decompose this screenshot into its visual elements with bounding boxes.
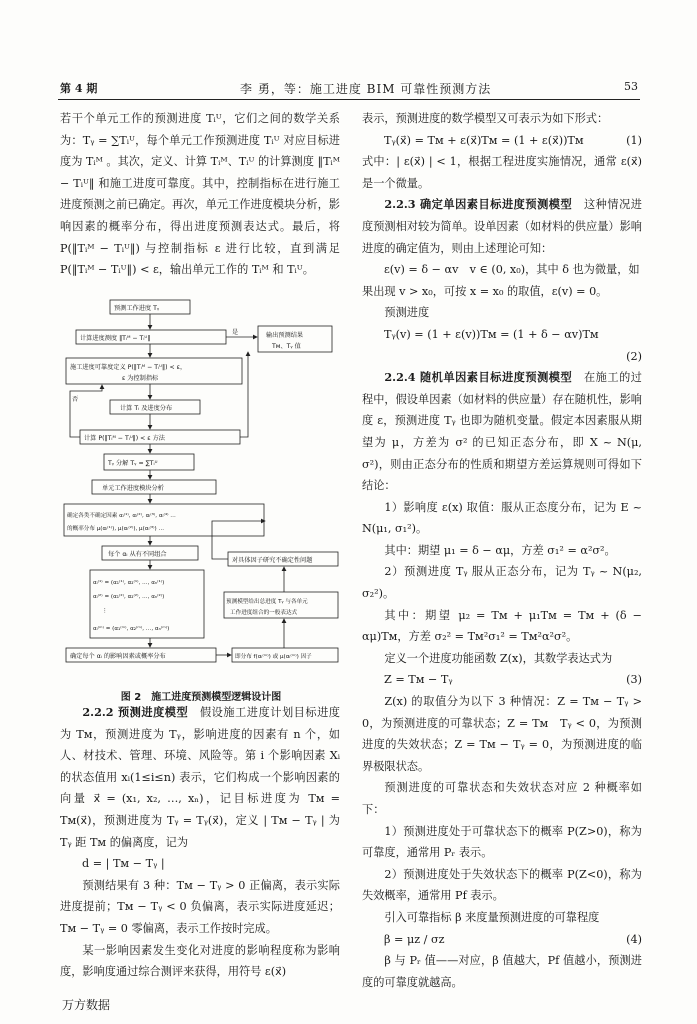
- equation-4-number: (4): [626, 932, 642, 946]
- running-title: 李 勇，等：施工进度 BIM 可靠性预测方法: [240, 82, 492, 96]
- source-watermark: 万方数据: [62, 998, 111, 1012]
- equation-2: [362, 324, 642, 346]
- equation-2-body: Tᵧ(v) = (1 + ε(v))Tᴍ = (1 + δ − αv)Tᴍ: [384, 327, 599, 341]
- conclusion-2-detail: 其中：期望 μ₂ = Tᴍ + μ₁Tᴍ = Tᴍ + (δ − αμ)Tᴍ，方差 σ₂² = Tᴍ²σ₁² = Tᴍ²α²σ²。: [362, 608, 642, 644]
- text-output-result-1: 输出预测结果: [266, 332, 304, 339]
- flowchart-svg: [62, 296, 340, 686]
- paragraph-predicted: 预测进度: [384, 306, 430, 320]
- text-factor-output: 即分布 f(αᵢ⁽ᵐ⁾) 或 μ(αᵢ⁽ᵐ⁾) 因子: [235, 654, 312, 660]
- equation-1-number: (1): [626, 133, 642, 147]
- paragraph-results: 预测结果有 3 种：Tᴍ − Tᵧ > 0 正偏离，表示实际进度提前；Tᴍ − Tᵧ < 0 负偏离，表示实际进度延迟；Tᴍ − Tᵧ = 0 零偏离，表示工作按时完成。: [60, 878, 340, 935]
- equation-3: [362, 669, 642, 691]
- text-vector-ellipsis: ⋮: [102, 608, 108, 614]
- text-uncertainty-research: 对具体因子研究不确定性问题: [232, 557, 313, 564]
- label-yes: 是: [232, 329, 239, 336]
- header-rule: [58, 99, 640, 100]
- figure-caption: 图 2 施工进度预测模型逻辑设计图: [120, 692, 282, 703]
- label-no: 否: [72, 396, 79, 403]
- text-general-expression-1: 预测模型给出总进度 Tᵧ 与各单元: [226, 599, 308, 605]
- text-decompose: Tᵧ 分解 Tᵧ = ∑Tᵢᵁ: [108, 460, 158, 467]
- equation-2-number: (2): [626, 349, 642, 363]
- section-2-2-3-text: 这种情况进度预测相对较为简单。设单因素（如材料的供应量）影响进度的确定值为，则由上述理论可知：: [362, 198, 642, 255]
- equation-4: [362, 929, 642, 951]
- paragraph-last: β 与 Pᵣ 值——对应，β 值越大，Pf 值越小，预测进度的可靠度就越高。: [362, 954, 642, 989]
- equation-epsilon-v: ε(v) = δ − αv v ∈ (0, x₀)，其中 δ 也为微量，如: [384, 263, 640, 277]
- text-compute-method: 计算 P(‖Tᵢᴹ − Tᵢᵁ‖) < ε 方法: [84, 435, 165, 442]
- left-column-lower: [60, 702, 340, 983]
- equation-1: [362, 130, 642, 152]
- text-factor-distribution: 确定每个 αᵢ 的影响因素或概率分布: [70, 653, 166, 660]
- paragraph-probabilities: 预测进度的可靠状态和失效状态对应 2 种概率如下：: [362, 781, 642, 816]
- text-vector-1: αᵢ⁽¹⁾ = (α₁⁽¹⁾, α₂⁽¹⁾, …, αₙ⁽¹⁾): [93, 580, 165, 586]
- paragraph-beta: 引入可靠指标 β 来度量预测进度的可靠程度: [384, 910, 600, 924]
- left-column: [60, 108, 340, 281]
- text-predict-progress: 预测工作进度 Tᵧ: [114, 305, 160, 312]
- section-2-2-2-text: 假设施工进度计划目标进度为 Tᴍ，预测进度为 Tᵧ，影响进度的因素有 n 个，如人、材技术、管理、环境、风险等。第 i 个影响因素 Xᵢ 的状态值用 xᵢ(1≤i≤n) 表示，它们构成一个影响因素的向量 x⃗ = (x₁, x₂, …, xₙ)，记目标进度为 Tᴍ = Tᴍ(x⃗)，预测进度为 Tᵧ = Tᵧ(x⃗)，定义 | Tᴍ − Tᵧ | 为 Tᵧ 距 Tᴍ 的偏离度，记为: [60, 706, 340, 849]
- text-vector-2: αᵢ⁽²⁾ = (α₁⁽²⁾, α₂⁽²⁾, …, αₙ⁽²⁾): [93, 594, 165, 600]
- conclusion-1-detail: 其中：期望 μ₁ = δ − αμ，方差 σ₁² = α²σ²。: [384, 543, 616, 557]
- text-module-analysis: 单元工作进度模块分析: [102, 485, 164, 492]
- running-header: [60, 80, 638, 98]
- text-uncertain-factors-2: 的概率分布 μ(αᵢ⁽¹⁾), μ(αᵢ⁽²⁾), μ(αᵢ⁽³⁾) …: [67, 526, 165, 532]
- text-vector-m: αᵢ⁽ᵐ⁾ = (α₁⁽ᵐ⁾, α₂⁽ᵐ⁾, …, αₙ⁽ᵐ⁾): [93, 626, 170, 632]
- section-2-2-2: [60, 702, 340, 853]
- text-output-result-2: Tᴍ、Tᵧ 值: [272, 343, 301, 350]
- text-reliability-def-1: 施工进度可靠度定义 P(‖Tᵢᴹ − Tᵢᵁ‖) < ε，: [70, 364, 187, 371]
- paragraph-z-cases: Z(x) 的取值分为以下 3 种情况：Z = Tᴍ − Tᵧ > 0，为预测进度的可靠状态；Z = Tᴍ Tᵧ < 0，为预测进度的失效状态；Z = Tᴍ − Tᵧ = 0，为预测进度的临界极限状态。: [362, 695, 642, 773]
- text-uncertain-factors-1: 确定各类不确定因素 αᵢ⁽¹⁾, αᵢ⁽²⁾, αᵢ⁽³⁾, αᵢ⁽⁴⁾ …: [67, 513, 176, 519]
- paragraph-epsilon-cont: 果出现 v > x₀，可按 x = x₀ 的取值，ε(v) = 0。: [362, 284, 608, 298]
- section-2-2-2-title: 2.2.2 预测进度模型: [82, 705, 189, 719]
- section-2-2-4: [362, 367, 642, 497]
- right-column: [362, 108, 642, 993]
- equation-1-body: Tᵧ(x⃗) = Tᴍ + ε(x⃗)Tᴍ = (1 + ε(x⃗))Tᴍ: [384, 133, 584, 147]
- issue-number: 第 4 期: [60, 82, 98, 95]
- paragraph-epsilon: 式中：| ε(x⃗) | < 1，根据工程进度实施情况，通常 ε(x⃗) 是一个微量。: [362, 155, 642, 190]
- text-combinations: 每个 αᵢ 从有不同组合: [108, 551, 167, 558]
- paragraph-unit-work: 若干个单元工作的预测进度 Tᵢᵁ，它们之间的数学关系为：Tᵧ = ∑Tᵢᵁ，每个单元工作预测进度 Tᵢᵁ 对应目标进度为 Tᵢᴹ 。其次，定义、计算 Tᵢᴹ、Tᵢᵁ 的计算测度 ‖Tᵢᴹ − Tᵢᵁ‖ 和施工进度可靠度。其中，控制指标在进行施工进度预测之前已确定。再次，单元工作进度模块分析，影响因素的概率分布，得出进度预测表达式。最后，将 P(‖Tᵢᴹ − Tᵢᵁ‖) 与控制指标 ε 进行比较，直到满足 P(‖Tᵢᴹ − Tᵢᵁ‖) < ε，输出单元工作的 Tᵢᴹ 和 Tᵢᵁ。: [60, 112, 340, 277]
- equation-3-number: (3): [626, 673, 642, 687]
- reliability-1: 1）预测进度处于可靠状态下的概率 P(Z>0)，称为可靠度，通常用 Pᵣ 表示。: [362, 824, 642, 860]
- text-general-expression-2: 工作进度组合的一般表达式: [230, 610, 298, 616]
- text-compute-distribution: 计算 Tᵢ 及进度分布: [120, 405, 173, 412]
- equation-d: d = | Tᴍ − Tᵧ |: [82, 857, 165, 871]
- paragraph-function: 定义一个进度功能函数 Z(x)，其数学表达式为: [384, 651, 613, 665]
- section-2-2-4-title: 2.2.4 随机单因素目标进度预测模型: [384, 370, 573, 385]
- reliability-2: 2）预测进度处于失效状态下的概率 P(Z<0)，称为失效概率，通常用 Pf 表示。: [362, 867, 642, 903]
- figure-2-flowchart: [62, 296, 340, 686]
- equation-3-body: Z = Tᴍ − Tᵧ: [384, 673, 453, 687]
- page-number: 53: [624, 80, 638, 93]
- text-reliability-def-2: ε 为控制指标: [122, 375, 159, 382]
- paragraph-influence: 某一影响因素发生变化对进度的影响程度称为影响度，影响度通过综合测评来获得，用符号 ε(x⃗): [60, 943, 340, 979]
- conclusion-1: 1）影响度 ε(x) 取值：服从正态度分布，记为 E ~ N(μ₁, σ₁²)。: [362, 500, 642, 536]
- section-2-2-4-text: 在施工的过程中，假设单因素（如材料的供应量）存在随机性，影响度 ε，预测进度 Tᵧ 也即为随机变量。假定本因素服从期望为 μ，方差为 σ² 的已知正态分布，即 X ~ N(μ, σ²)，则由正态分布的性质和期望方差运算规则可得如下结论：: [362, 371, 642, 493]
- equation-4-body: β = μz / σz: [384, 932, 445, 946]
- section-2-2-3: [362, 194, 642, 259]
- conclusion-2: 2）预测进度 Tᵧ 服从正态分布，记为 Tᵧ ~ N(μ₂, σ₂²)。: [362, 565, 642, 601]
- section-2-2-3-title: 2.2.3 确定单因素目标进度预测模型: [384, 197, 573, 212]
- text-compute-measure: 计算进度测度 ‖Tᵢᴹ − Tᵢᵁ‖: [80, 335, 151, 342]
- paragraph-model-form: 表示，预测进度的数学模型又可表示为如下形式：: [362, 112, 609, 125]
